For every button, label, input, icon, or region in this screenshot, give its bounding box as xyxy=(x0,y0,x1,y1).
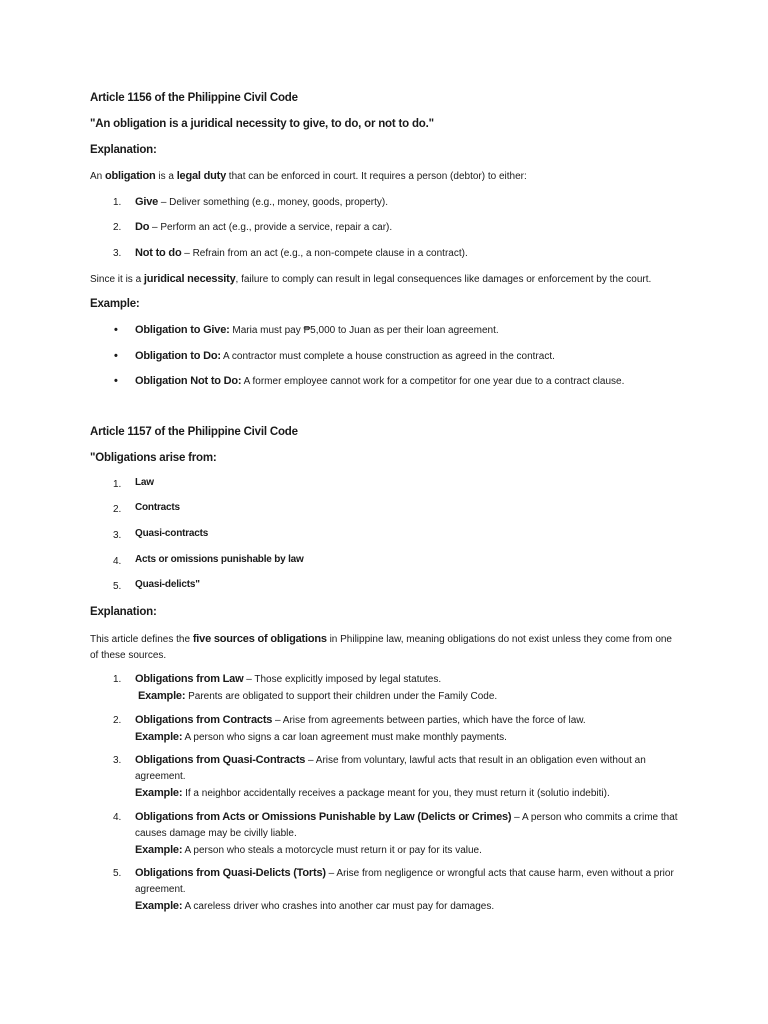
example-label: Example: xyxy=(138,690,186,702)
detail-item-law xyxy=(135,671,680,705)
example-text: Parents are obligated to support their children under the Family Code. xyxy=(185,691,498,702)
source-acts-or-omissions: Acts or omissions punishable by law xyxy=(135,554,304,565)
list-item-do xyxy=(135,221,392,233)
example-term: Obligation to Do: xyxy=(135,350,221,362)
intro-text: that can be enforced in court. It requires a person (debtor) to either: xyxy=(226,171,527,182)
detail-example-line xyxy=(135,729,680,746)
list-item-desc: – Perform an act (e.g., provide a service, repair a car). xyxy=(149,222,393,233)
detail-line xyxy=(135,865,680,898)
example-obligation-not-to-do xyxy=(135,375,624,387)
intro-text: This article defines the xyxy=(90,634,193,645)
list-number: 3. xyxy=(113,755,122,766)
necessity-text: Since it is a xyxy=(90,274,144,285)
detail-term: Obligations from Quasi-Delicts (Torts) xyxy=(135,867,326,879)
detail-desc: – Arise from negligence or wrongful acts that cause harm, even without a prior agreement. xyxy=(135,868,674,895)
list-number: 1. xyxy=(113,674,122,685)
example-obligation-to-give xyxy=(135,324,499,336)
article-1157-explanation-heading: Explanation: xyxy=(90,606,157,618)
detail-item-delicts xyxy=(135,809,680,859)
detail-line xyxy=(135,752,680,785)
detail-term: Obligations from Contracts xyxy=(135,714,273,726)
list-item-term: Do xyxy=(135,221,150,233)
list-number: 2. xyxy=(113,222,122,233)
example-desc: Maria must pay ₱5,000 to Juan as per their loan agreement. xyxy=(229,325,499,336)
detail-line xyxy=(135,712,680,729)
example-label: Example: xyxy=(135,844,183,856)
example-desc: A contractor must complete a house construction as agreed in the contract. xyxy=(220,351,555,362)
detail-term: Obligations from Acts or Omissions Punishable by Law (Delicts or Crimes) xyxy=(135,811,512,823)
detail-example-line xyxy=(135,688,680,705)
list-number: 2. xyxy=(113,504,122,515)
detail-item-contracts xyxy=(135,712,680,746)
article-1156-necessity xyxy=(90,273,651,285)
detail-item-quasi-delicts xyxy=(135,865,680,915)
example-label: Example: xyxy=(135,731,183,743)
list-item-give xyxy=(135,196,388,208)
example-term: Obligation Not to Do: xyxy=(135,375,242,387)
list-item-term: Not to do xyxy=(135,247,182,259)
detail-example-line xyxy=(135,842,680,859)
source-law: Law xyxy=(135,477,154,488)
article-1156-example-heading: Example: xyxy=(90,298,140,310)
example-text: A person who signs a car loan agreement must make monthly payments. xyxy=(182,732,507,743)
intro-text: in Philippine law, meaning obligations do not exist unless they come from one of these sources. xyxy=(90,634,672,661)
article-1157-quote-intro: "Obligations arise from: xyxy=(90,452,217,464)
list-number: 1. xyxy=(113,479,122,490)
list-number: 5. xyxy=(113,581,122,592)
list-number: 2. xyxy=(113,715,122,726)
necessity-text: , failure to comply can result in legal consequences like damages or enforcement by the court. xyxy=(235,274,652,285)
necessity-bold: juridical necessity xyxy=(143,273,236,285)
list-item-desc: – Refrain from an act (e.g., a non-compete clause in a contract). xyxy=(181,248,468,259)
article-1156-intro xyxy=(90,170,527,182)
detail-item-quasi-contracts xyxy=(135,752,680,802)
list-number: 5. xyxy=(113,868,122,879)
bullet: • xyxy=(114,350,118,362)
example-label: Example: xyxy=(135,787,183,799)
list-number: 1. xyxy=(113,197,122,208)
article-1157-title: Article 1157 of the Philippine Civil Code xyxy=(90,426,298,438)
detail-desc: – Those explicitly imposed by legal statutes. xyxy=(243,674,442,685)
detail-desc: – Arise from agreements between parties, which have the force of law. xyxy=(272,715,586,726)
intro-text: is a xyxy=(155,171,177,182)
detail-line xyxy=(135,809,680,842)
article-1156-quote: "An obligation is a juridical necessity to give, to do, or not to do." xyxy=(90,118,434,130)
example-desc: A former employee cannot work for a competitor for one year due to a contract clause. xyxy=(241,376,625,387)
intro-text: An xyxy=(90,171,106,182)
article-1156-title: Article 1156 of the Philippine Civil Code xyxy=(90,92,298,104)
article-1156-explanation-heading: Explanation: xyxy=(90,144,157,156)
detail-example-line xyxy=(135,785,680,802)
bullet: • xyxy=(114,375,118,387)
list-item-desc: – Deliver something (e.g., money, goods, property). xyxy=(158,197,388,208)
list-number: 3. xyxy=(113,530,122,541)
example-text: A person who steals a motorcycle must return it or pay for its value. xyxy=(182,845,482,856)
source-quasi-contracts: Quasi-contracts xyxy=(135,528,209,539)
example-obligation-to-do xyxy=(135,350,555,362)
detail-term: Obligations from Quasi-Contracts xyxy=(135,754,306,766)
detail-line xyxy=(135,671,680,688)
example-term: Obligation to Give: xyxy=(135,324,230,336)
list-number: 3. xyxy=(113,248,122,259)
intro-bold-five-sources: five sources of obligations xyxy=(192,633,327,645)
source-contracts: Contracts xyxy=(135,502,180,513)
list-item-not-to-do xyxy=(135,247,468,259)
bullet: • xyxy=(114,324,118,336)
intro-bold-obligation: obligation xyxy=(105,170,156,182)
detail-example-line xyxy=(135,898,680,915)
detail-term: Obligations from Law xyxy=(135,673,244,685)
article-1157-intro xyxy=(90,631,680,664)
example-text: If a neighbor accidentally receives a package meant for you, they must return it (solutio indebiti). xyxy=(182,788,610,799)
intro-bold-legal-duty: legal duty xyxy=(176,170,227,182)
detail-desc: – A person who commits a crime that causes damage may be civilly liable. xyxy=(135,812,678,839)
source-quasi-delicts: Quasi-delicts" xyxy=(135,579,200,590)
list-item-term: Give xyxy=(135,196,159,208)
list-number: 4. xyxy=(113,812,122,823)
example-label: Example: xyxy=(135,900,183,912)
list-number: 4. xyxy=(113,556,122,567)
example-text: A careless driver who crashes into another car must pay for damages. xyxy=(182,901,495,912)
detail-desc: – Arise from voluntary, lawful acts that result in an obligation even without an agreement. xyxy=(135,755,646,782)
